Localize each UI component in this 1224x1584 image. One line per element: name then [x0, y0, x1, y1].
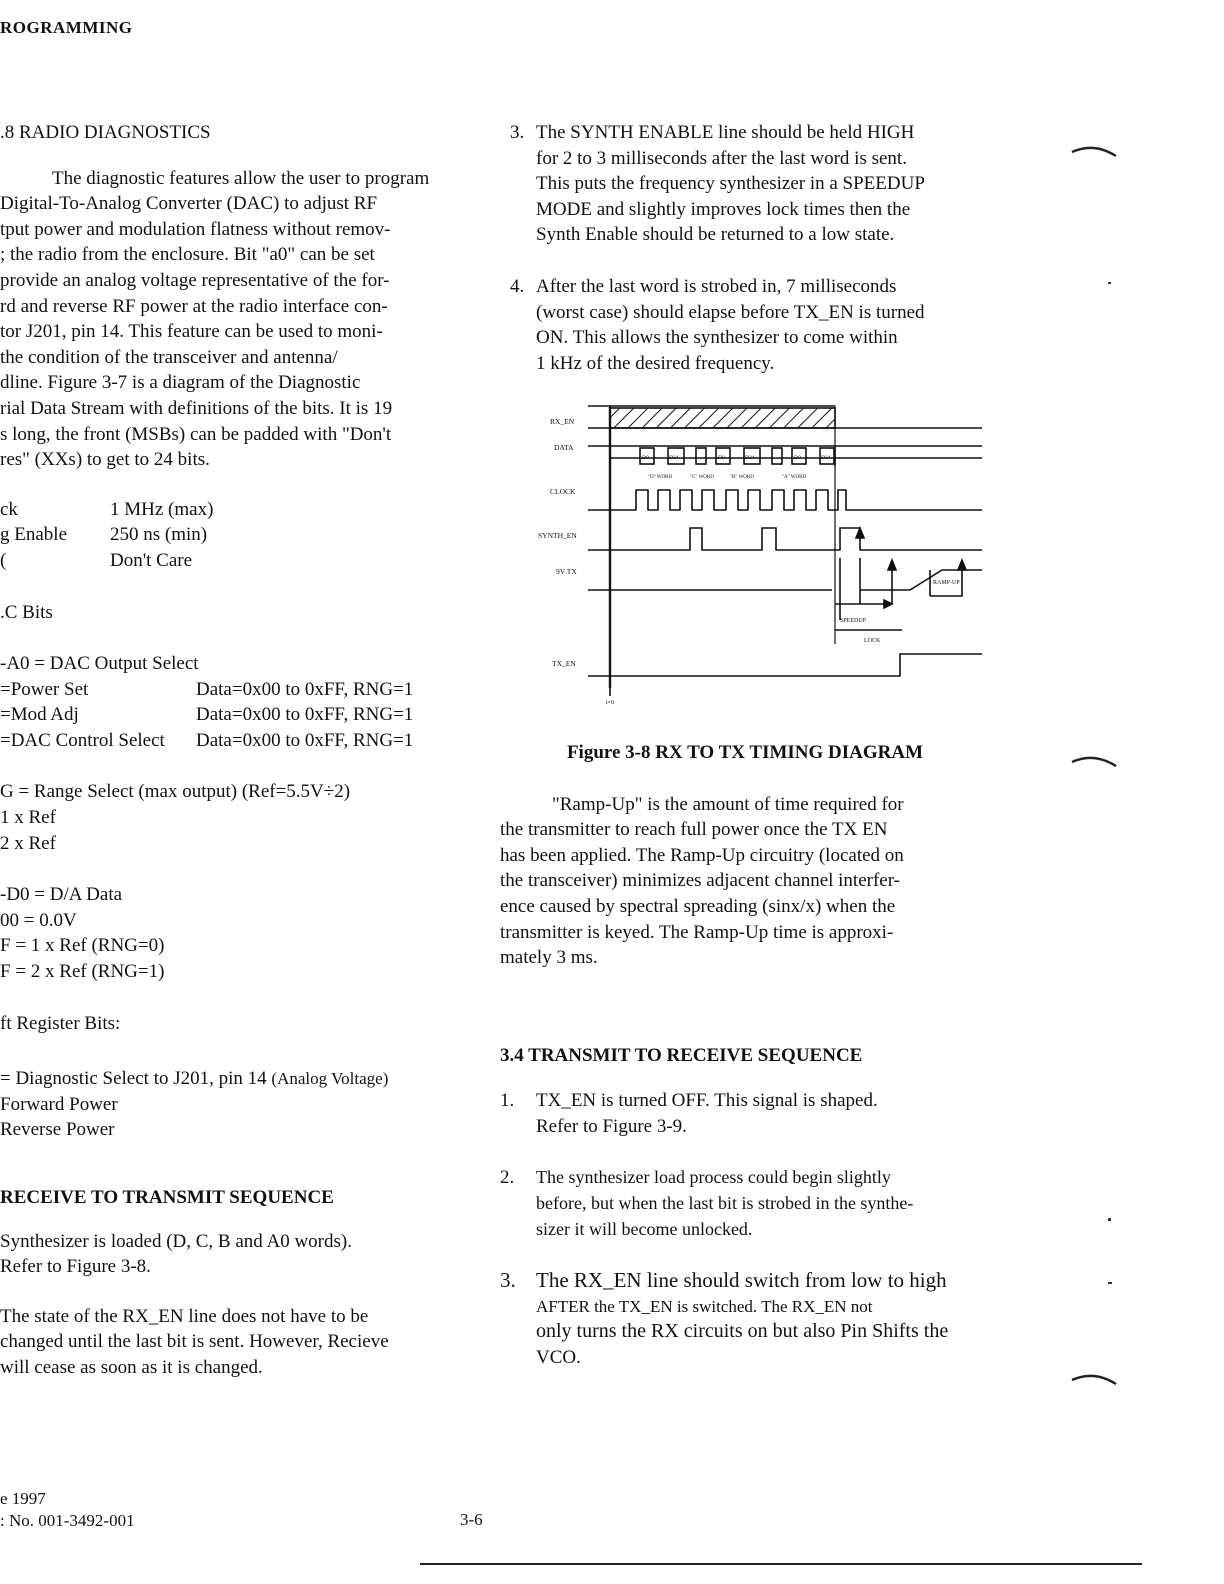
rampup-bracket-right: [930, 562, 962, 596]
text-line: This puts the frequency synthesizer in a SPEEDUP: [536, 173, 925, 195]
timing-key: (: [0, 549, 7, 571]
timing-row: [0, 522, 460, 548]
text-line: The diagnostic features allow the user to program: [52, 167, 430, 189]
text-line: (worst case) should elapse before TX_EN is turned: [536, 301, 925, 323]
text-line: tor J201, pin 14. This feature can be used to moni-: [0, 321, 383, 343]
word-label: "B" WORD: [730, 475, 754, 481]
da-data-line: F = 2 x Ref (RNG=1): [0, 961, 165, 983]
text-line: the transceiver) minimizes adjacent channel interfer-: [500, 870, 901, 892]
text-line: before, but when the last bit is strobed in the synthe-: [536, 1193, 914, 1214]
word-label: "A" WORD: [782, 475, 807, 481]
output-select-key: =DAC Control Select: [0, 729, 165, 751]
da-data-line: -D0 = D/A Data: [0, 884, 123, 906]
word-label: "C" WORD: [690, 475, 714, 481]
figure-caption: Figure 3-8 RX TO TX TIMING DIAGRAM: [566, 741, 924, 763]
word-label: "D" WORD: [648, 475, 673, 481]
data-bit-label: D0: [642, 455, 649, 462]
text-line: The SYNTH ENABLE line should be held HIGH: [536, 122, 915, 143]
data-bit-label: D24: [821, 455, 831, 462]
text-line: tput power and modulation flatness without remov-: [0, 218, 391, 240]
signal-label-synth-en: SYNTH_EN: [538, 531, 577, 541]
text-line: After the last word is strobed in, 7 milliseconds: [536, 275, 897, 297]
output-select-row: [0, 677, 460, 703]
range-select-line: G = Range Select (max output) (Ref=5.5V÷2): [0, 781, 351, 803]
output-select-row: [0, 728, 460, 754]
output-select-value: Data=0x00 to 0xFF, RNG=1: [196, 704, 414, 726]
section-title-rx-to-tx: RECEIVE TO TRANSMIT SEQUENCE: [0, 1187, 334, 1208]
lock-label: LOCK: [864, 638, 881, 645]
footer-part-number: : No. 001-3492-001: [0, 1511, 135, 1530]
list-number: 4.: [510, 275, 525, 297]
timing-spec-table: [0, 497, 460, 574]
text-line: ; the radio from the enclosure. Bit "a0" can be set: [0, 244, 375, 266]
data-bit-label: D0: [794, 455, 801, 462]
footer-rule: [420, 1563, 1142, 1565]
list-item: [500, 1268, 990, 1370]
timing-key: ck: [0, 498, 18, 520]
signal-label-data: DATA: [554, 443, 574, 453]
speedup-label: SPEEDUP: [840, 618, 867, 625]
margin-speck: [1108, 282, 1111, 284]
da-data-line: F = 1 x Ref (RNG=0): [0, 935, 165, 957]
text-line: mately 3 ms.: [500, 947, 598, 969]
rx-en-hatched-region: [610, 408, 835, 428]
text-line: ence caused by spectral spreading (sinx/x) when the: [500, 895, 896, 917]
t0-label: t=0: [606, 700, 615, 707]
margin-speck: [1108, 1218, 1111, 1221]
output-select-row: [0, 702, 460, 728]
data-bit-label: D0: [718, 455, 725, 462]
da-data-line: 00 = 0.0V: [0, 909, 77, 931]
text-line: Synth Enable should be returned to a low state.: [536, 224, 895, 246]
timing-value: 250 ns (min): [110, 524, 208, 546]
footer-left: [0, 1488, 135, 1532]
intro-paragraph: [0, 166, 460, 473]
text-line: Refer to Figure 3-8.: [0, 1256, 151, 1278]
diag-select-line: [0, 1066, 460, 1092]
footer-date: e 1997: [0, 1489, 46, 1508]
text-line: the transmitter to reach full power once the TX EN: [500, 819, 888, 841]
margin-mark: [1070, 750, 1120, 770]
clock-trace: [588, 490, 982, 510]
running-header: ROGRAMMING: [0, 18, 133, 37]
text-line: changed until the last bit is sent. However, Recieve: [0, 1331, 389, 1353]
diag-select-option: Forward Power: [0, 1093, 118, 1115]
timing-value: Don't Care: [110, 549, 193, 571]
data-bit-label: D24: [669, 455, 679, 462]
section-title-radio-diagnostics: .8 RADIO DIAGNOSTICS: [0, 122, 211, 143]
list-item: [500, 120, 990, 248]
text-line: will cease as soon as it is changed.: [0, 1356, 263, 1378]
diag-select-option: Reverse Power: [0, 1119, 115, 1141]
shift-register-title: ft Register Bits:: [0, 1012, 121, 1034]
margin-mark: [1070, 1368, 1120, 1388]
output-select-value: Data=0x00 to 0xFF, RNG=1: [196, 729, 414, 751]
text-line: TX_EN is turned OFF. This signal is shaped.: [536, 1090, 878, 1112]
text-line: Digital-To-Analog Converter (DAC) to adjust RF: [0, 193, 378, 215]
signal-label-rx-en: RX_EN: [550, 417, 575, 427]
diag-select-note: (Analog Voltage): [271, 1069, 389, 1089]
text-line: The synthesizer load process could begin slightly: [536, 1167, 891, 1188]
list-item: [500, 1165, 990, 1242]
rx-tx-item: [0, 1229, 460, 1280]
list-item: [500, 274, 990, 376]
arrow-head: [958, 560, 966, 570]
margin-mark: [1070, 140, 1120, 160]
text-line: for 2 to 3 milliseconds after the last word is sent.: [536, 147, 907, 169]
margin-speck: [1108, 1282, 1112, 1284]
timing-key: g Enable: [0, 524, 68, 546]
rampup-paragraph: [500, 792, 990, 971]
rampup-label: RAMP-UP: [933, 580, 960, 587]
list-number: 2.: [500, 1167, 515, 1189]
data-bit-label: D24: [745, 455, 755, 462]
text-line: "Ramp-Up" is the amount of time required for: [552, 793, 904, 815]
list-number: 3.: [510, 122, 525, 143]
text-line: transmitter is keyed. The Ramp-Up time is approxi-: [500, 921, 894, 943]
text-line: VCO.: [536, 1347, 581, 1369]
timing-row: [0, 548, 460, 574]
text-line: rial Data Stream with definitions of the bits. It is 19: [0, 397, 393, 419]
arrow-head: [884, 600, 892, 608]
output-select-key: =Mod Adj: [0, 704, 79, 726]
signal-label-9v-tx: 9V TX: [556, 567, 577, 577]
text-line: the condition of the transceiver and antenna/: [0, 346, 338, 368]
text-line: Synthesizer is loaded (D, C, B and A0 words).: [0, 1230, 352, 1252]
left-column: [0, 120, 460, 1381]
text-line: only turns the RX circuits on but also Pin Shifts the: [536, 1320, 949, 1343]
output-select-value: Data=0x00 to 0xFF, RNG=1: [196, 678, 414, 700]
text-line: Refer to Figure 3-9.: [536, 1115, 687, 1137]
page-number: 3-6: [460, 1510, 483, 1529]
arrow-head: [888, 560, 896, 570]
text-line: The RX_EN line should switch from low to high: [536, 1268, 947, 1293]
diag-select-text: = Diagnostic Select to J201, pin 14: [0, 1068, 272, 1090]
text-line: s long, the front (MSBs) can be padded with "Don't: [0, 423, 392, 445]
range-select-line: 2 x Ref: [0, 832, 56, 854]
text-line: AFTER the TX_EN is switched. The RX_EN not: [536, 1296, 873, 1316]
text-line: sizer it will become unlocked.: [536, 1218, 753, 1239]
output-select-title: -A0 = DAC Output Select: [0, 653, 199, 675]
numbered-list-top: [500, 120, 990, 376]
tx-en-trace: [588, 654, 982, 676]
rx-tx-timing-diagram: [530, 398, 1000, 708]
text-line: ON. This allows the synthesizer to come within: [536, 327, 898, 349]
list-number: 1.: [500, 1090, 515, 1112]
text-line: The state of the RX_EN line does not have to be: [0, 1305, 369, 1327]
range-select-line: 1 x Ref: [0, 807, 56, 829]
signal-label-tx-en: TX_EN: [552, 659, 576, 669]
timing-row: [0, 497, 460, 523]
dac-bits-title: .C Bits: [0, 601, 53, 623]
text-line: MODE and slightly improves lock times then the: [536, 198, 911, 220]
text-line: rd and reverse RF power at the radio interface con-: [0, 295, 388, 317]
rx-tx-item: [0, 1304, 460, 1381]
timing-value: 1 MHz (max): [110, 498, 214, 520]
timing-guide-lines: [840, 558, 860, 620]
signal-label-clock: CLOCK: [550, 487, 576, 497]
text-line: provide an analog voltage representative of the for-: [0, 269, 390, 291]
arrow-head: [856, 528, 864, 538]
output-select-key: =Power Set: [0, 678, 89, 700]
list-number: 3.: [500, 1268, 516, 1293]
list-item: [500, 1088, 990, 1139]
9v-tx-trace: [588, 570, 982, 590]
text-line: dline. Figure 3-7 is a diagram of the Diagnostic: [0, 372, 361, 394]
text-line: res" (XXs) to get to 24 bits.: [0, 449, 210, 471]
text-line: 1 kHz of the desired frequency.: [536, 352, 775, 374]
section-title-tx-to-rx: 3.4 TRANSMIT TO RECEIVE SEQUENCE: [500, 1044, 863, 1066]
numbered-list-tx-rx: [500, 1088, 990, 1370]
text-line: has been applied. The Ramp-Up circuitry (located on: [500, 844, 904, 866]
right-column: [500, 120, 990, 1371]
synth-en-trace: [588, 528, 982, 550]
